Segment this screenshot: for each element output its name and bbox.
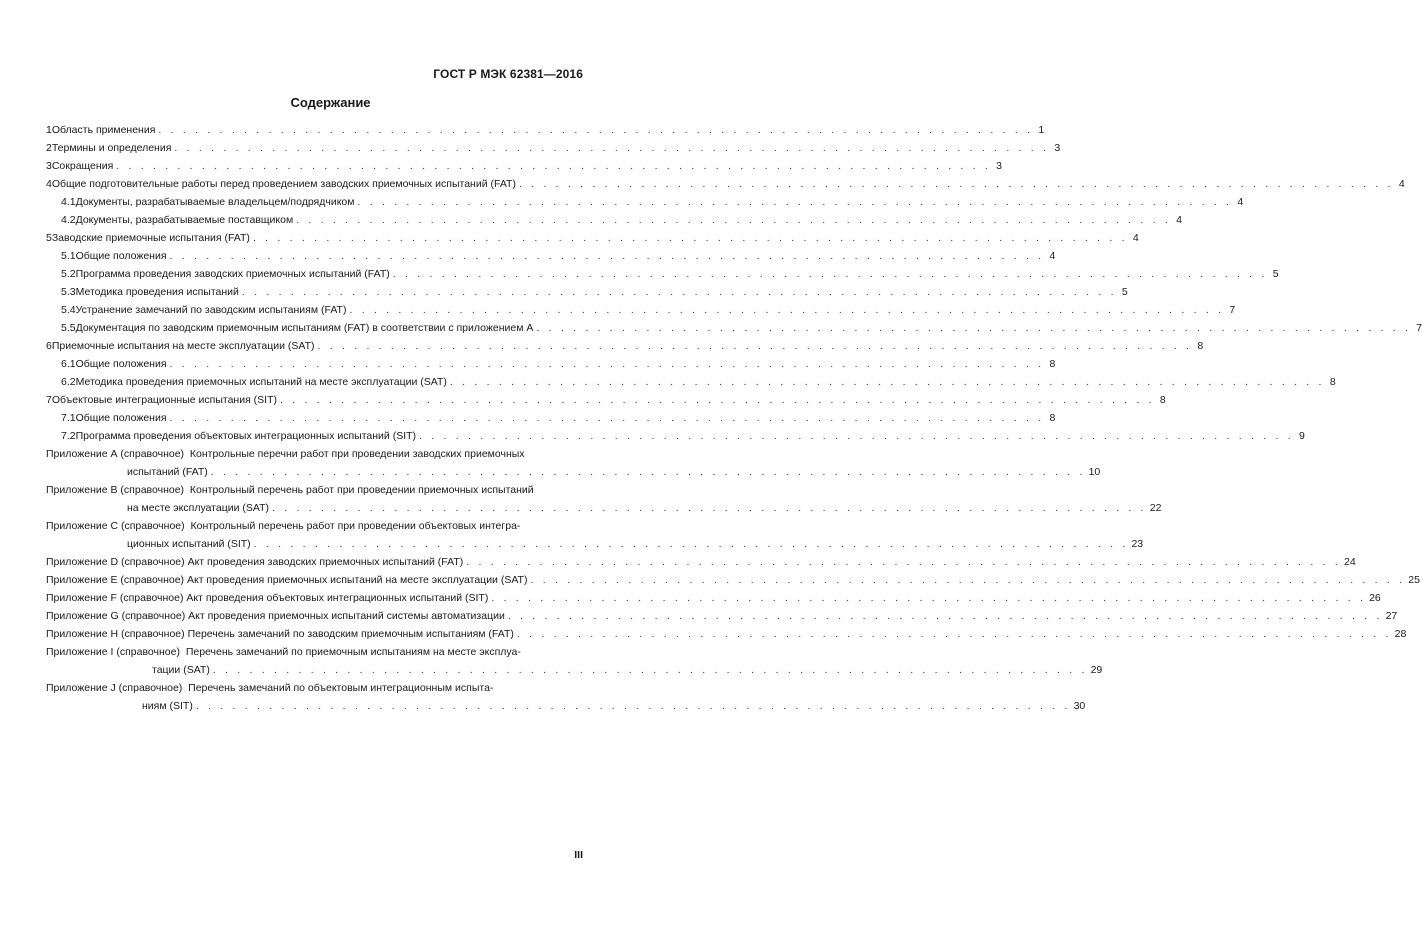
toc-appendix[interactable] <box>46 517 1144 553</box>
appendix-label: Приложение D (справочное) <box>46 556 185 568</box>
toc-page: 5 <box>1272 268 1279 280</box>
toc-number: 7.1 <box>61 412 76 424</box>
toc-leader: . . . . . . . . . . . . . . . . . . . . . . . . . . . . . . . . . . . . . . . . . . . . . . . . . . . . . . . . . . . . . . . . . . . . . . . . <box>210 466 1086 478</box>
toc-page: 22 <box>1149 502 1162 514</box>
toc-title: Документы, разрабатываемые владельцем/подрядчиком <box>75 196 355 208</box>
appendix-label: Приложение F (справочное) <box>46 592 184 604</box>
toc-page: 24 <box>1344 556 1356 568</box>
toc-number: 5.1 <box>61 250 76 262</box>
toc-leader: . . . . . . . . . . . . . . . . . . . . . . . . . . . . . . . . . . . . . . . . . . . . . . . . . . . . . . . . . . . . . . . . . . . . . . . . <box>272 502 1147 514</box>
toc-leader: . . . . . . . . . . . . . . . . . . . . . . . . . . . . . . . . . . . . . . . . . . . . . . . . . . . . . . . . . . . . . . . . . . . . . . . . <box>530 574 1406 586</box>
toc-title: Общие положения <box>75 250 167 262</box>
toc-item[interactable] <box>46 175 1405 193</box>
toc-appendix[interactable] <box>46 553 1356 571</box>
toc-page: 3 <box>1054 142 1061 154</box>
appendix-title-cont: ниям (SIT) <box>142 700 193 712</box>
toc-page: 8 <box>1197 340 1204 352</box>
toc-number: 4 <box>46 178 52 190</box>
appendix-title-cont: тации (SAT) <box>152 664 210 676</box>
toc-leader: . . . . . . . . . . . . . . . . . . . . . . . . . . . . . . . . . . . . . . . . . . . . . . . . . . . . . . . . . . . . . . . . . . . . . . . . <box>491 592 1367 604</box>
toc-leader: . . . . . . . . . . . . . . . . . . . . . . . . . . . . . . . . . . . . . . . . . . . . . . . . . . . . . . . . . . . . . . . . . . . . . . . . <box>449 376 1325 388</box>
toc-item[interactable] <box>46 373 1336 391</box>
toc-number: 5.4 <box>61 304 76 316</box>
appendix-label: Приложение G (справочное) <box>46 610 186 622</box>
toc-leader: . . . . . . . . . . . . . . . . . . . . . . . . . . . . . . . . . . . . . . . . . . . . . . . . . . . . . . . . . . . . . . . . . . . . . . . . <box>174 142 1050 154</box>
appendix-title: Акт проведения объектовых интеграционных испытаний (SIT) <box>186 592 489 604</box>
toc-title: Приемочные испытания на месте эксплуатации (SAT) <box>51 340 315 352</box>
toc-leader: . . . . . . . . . . . . . . . . . . . . . . . . . . . . . . . . . . . . . . . . . . . . . . . . . . . . . . . . . . . . . . . . . . . . . . . . <box>419 430 1294 442</box>
toc-page: 8 <box>1329 376 1336 388</box>
toc-number: 4.2 <box>61 214 76 226</box>
toc-page: 4 <box>1049 250 1056 262</box>
toc-leader: . . . . . . . . . . . . . . . . . . . . . . . . . . . . . . . . . . . . . . . . . . . . . . . . . . . . . . . . . . . . . . . . . . . . . . . . <box>169 358 1045 370</box>
toc-page: 26 <box>1369 592 1381 604</box>
toc-page: 4 <box>1237 196 1244 208</box>
toc-item[interactable] <box>46 427 1305 445</box>
toc-title: Термины и определения <box>51 142 172 154</box>
appendix-label: Приложение Е (справочное) <box>46 574 185 586</box>
toc-item[interactable] <box>46 355 1056 373</box>
appendix-label: Приложение С (справочное) <box>46 520 185 532</box>
toc-appendix[interactable] <box>46 481 1162 517</box>
toc-leader: . . . . . . . . . . . . . . . . . . . . . . . . . . . . . . . . . . . . . . . . . . . . . . . . . . . . . . . . . . . . . . . . . . . . . . . . <box>317 340 1193 352</box>
appendix-title: Перечень замечаний по объектовым интеграционным испыта- <box>188 682 494 694</box>
toc-item[interactable] <box>46 391 1166 409</box>
toc-number: 3 <box>46 160 52 172</box>
toc-page: 4 <box>1176 214 1182 226</box>
toc-page: 25 <box>1408 574 1420 586</box>
toc-number: 2 <box>46 142 52 154</box>
toc-number: 5.5 <box>61 322 76 334</box>
toc-appendix[interactable] <box>46 607 1398 625</box>
toc-item[interactable] <box>46 211 1182 229</box>
toc-leader: . . . . . . . . . . . . . . . . . . . . . . . . . . . . . . . . . . . . . . . . . . . . . . . . . . . . . . . . . . . . . . . . . . . . . . . . <box>466 556 1341 568</box>
toc-number: 1 <box>46 124 52 136</box>
toc-leader: . . . . . . . . . . . . . . . . . . . . . . . . . . . . . . . . . . . . . . . . . . . . . . . . . . . . . . . . . . . . . . . . . . . . . . . . <box>253 538 1129 550</box>
toc-leader: . . . . . . . . . . . . . . . . . . . . . . . . . . . . . . . . . . . . . . . . . . . . . . . . . . . . . . . . . . . . . . . . . . . . . . . . <box>518 178 1394 190</box>
toc-page: 28 <box>1394 628 1407 640</box>
table-of-contents <box>46 121 1422 715</box>
toc-leader: . . . . . . . . . . . . . . . . . . . . . . . . . . . . . . . . . . . . . . . . . . . . . . . . . . . . . . . . . . . . . . . . . . . . . . . . <box>536 322 1412 334</box>
toc-item[interactable] <box>46 319 1422 337</box>
toc-item[interactable] <box>46 409 1056 427</box>
toc-page: 8 <box>1159 394 1166 406</box>
toc-title: Область применения <box>51 124 156 136</box>
toc-leader: . . . . . . . . . . . . . . . . . . . . . . . . . . . . . . . . . . . . . . . . . . . . . . . . . . . . . . . . . . . . . . . . . . . . . . . . <box>212 664 1088 676</box>
toc-number: 6 <box>46 340 52 352</box>
toc-leader: . . . . . . . . . . . . . . . . . . . . . . . . . . . . . . . . . . . . . . . . . . . . . . . . . . . . . . . . . . . . . . . . . . . . . . . . <box>116 160 992 172</box>
toc-page: 1 <box>1038 124 1045 136</box>
toc-item[interactable] <box>46 229 1139 247</box>
toc-title: Методика проведения приемочных испытаний на месте эксплуатации (SAT) <box>75 376 447 388</box>
toc-page: 3 <box>996 160 1003 172</box>
toc-leader: . . . . . . . . . . . . . . . . . . . . . . . . . . . . . . . . . . . . . . . . . . . . . . . . . . . . . . . . . . . . . . . . . . . . . . . . <box>357 196 1233 208</box>
toc-number: 6.1 <box>61 358 76 370</box>
toc-item[interactable] <box>46 139 1061 157</box>
toc-item[interactable] <box>46 301 1236 319</box>
toc-appendix[interactable] <box>46 679 1086 715</box>
appendix-label: Приложение I (справочное) <box>46 646 180 658</box>
toc-page: 7 <box>1416 322 1422 334</box>
toc-page: 27 <box>1385 610 1398 622</box>
toc-appendix[interactable] <box>46 445 1101 481</box>
toc-page: 30 <box>1073 700 1086 712</box>
toc-appendix[interactable] <box>46 589 1381 607</box>
toc-title: Программа проведения заводских приемочных испытаний (FAT) <box>75 268 390 280</box>
toc-page: 9 <box>1298 430 1305 442</box>
appendix-title: Перечень замечаний по заводским приемочным испытаниям (FAT) <box>187 628 514 640</box>
toc-title: Общие положения <box>75 358 167 370</box>
appendix-label: Приложение Н (справочное) <box>46 628 185 640</box>
toc-page: 10 <box>1088 466 1101 478</box>
toc-leader: . . . . . . . . . . . . . . . . . . . . . . . . . . . . . . . . . . . . . . . . . . . . . . . . . . . . . . . . . . . . . . . . . . . . . . . . <box>169 250 1045 262</box>
appendix-title-cont: на месте эксплуатации (SAT) <box>127 502 270 514</box>
toc-title: Общие подготовительные работы перед проведением заводских приемочных испытаний (FAT) <box>51 178 516 190</box>
appendix-title-cont: испытаний (FAT) <box>127 466 208 478</box>
toc-appendix[interactable] <box>46 643 1103 679</box>
toc-number: 7.2 <box>61 430 76 442</box>
toc-page: 8 <box>1049 358 1056 370</box>
toc-title: Устранение замечаний по заводским испытаниям (FAT) <box>75 304 347 316</box>
toc-item[interactable] <box>46 157 1003 175</box>
toc-page: 5 <box>1121 286 1128 298</box>
toc-title: Сокращения <box>51 160 114 172</box>
standard-designation: ГОСТ Р МЭК 62381—2016 <box>433 67 583 81</box>
appendix-title: Контрольные перечни работ при проведении заводских приемочных <box>189 448 525 460</box>
toc-title: Методика проведения испытаний <box>75 286 239 298</box>
toc-leader: . . . . . . . . . . . . . . . . . . . . . . . . . . . . . . . . . . . . . . . . . . . . . . . . . . . . . . . . . . . . . . . . . . . . . . . . <box>296 214 1171 226</box>
toc-leader: . . . . . . . . . . . . . . . . . . . . . . . . . . . . . . . . . . . . . . . . . . . . . . . . . . . . . . . . . . . . . . . . . . . . . . . . <box>169 412 1045 424</box>
appendix-label: Приложение А (справочное) <box>46 448 185 460</box>
toc-leader: . . . . . . . . . . . . . . . . . . . . . . . . . . . . . . . . . . . . . . . . . . . . . . . . . . . . . . . . . . . . . . . . . . . . . . . . <box>241 286 1117 298</box>
toc-title: Программа проведения объектовых интеграционных испытаний (SIT) <box>75 430 417 442</box>
appendix-title: Контрольный перечень работ при проведении приемочных испытаний <box>189 484 534 496</box>
appendix-label: Приложение J (справочное) <box>46 682 183 694</box>
toc-title: Документация по заводским приемочным испытаниям (FAT) в соответствии с приложением А <box>75 322 534 334</box>
page-title: Содержание <box>290 95 371 110</box>
toc-item[interactable] <box>46 265 1279 283</box>
toc-appendix[interactable] <box>46 625 1407 643</box>
toc-leader: . . . . . . . . . . . . . . . . . . . . . . . . . . . . . . . . . . . . . . . . . . . . . . . . . . . . . . . . . . . . . . . . . . . . . . . . <box>195 700 1071 712</box>
toc-leader: . . . . . . . . . . . . . . . . . . . . . . . . . . . . . . . . . . . . . . . . . . . . . . . . . . . . . . . . . . . . . . . . . . . . . . . . <box>280 394 1155 406</box>
toc-leader: . . . . . . . . . . . . . . . . . . . . . . . . . . . . . . . . . . . . . . . . . . . . . . . . . . . . . . . . . . . . . . . . . . . . . . . . <box>507 610 1383 622</box>
appendix-title: Контрольный перечень работ при проведении объектовых интегра- <box>190 520 521 532</box>
appendix-title: Перечень замечаний по приемочным испытаниям на месте эксплуа- <box>185 646 521 658</box>
page-number: III <box>574 849 583 861</box>
toc-number: 5.3 <box>61 286 76 298</box>
toc-number: 5 <box>46 232 52 244</box>
appendix-title: Акт проведения приемочных испытаний на месте эксплуатации (SAT) <box>186 574 528 586</box>
toc-page: 4 <box>1398 178 1405 190</box>
toc-number: 5.2 <box>61 268 76 280</box>
toc-leader: . . . . . . . . . . . . . . . . . . . . . . . . . . . . . . . . . . . . . . . . . . . . . . . . . . . . . . . . . . . . . . . . . . . . . . . . <box>516 628 1392 640</box>
toc-page: 23 <box>1131 538 1144 550</box>
appendix-title-cont: ционных испытаний (SIT) <box>127 538 251 550</box>
toc-item[interactable] <box>46 247 1056 265</box>
toc-leader: . . . . . . . . . . . . . . . . . . . . . . . . . . . . . . . . . . . . . . . . . . . . . . . . . . . . . . . . . . . . . . . . . . . . . . . . <box>392 268 1268 280</box>
appendix-label: Приложение В (справочное) <box>46 484 185 496</box>
toc-page: 4 <box>1132 232 1139 244</box>
toc-item[interactable] <box>46 121 1045 139</box>
toc-appendix[interactable] <box>46 571 1420 589</box>
toc-number: 7 <box>46 394 52 406</box>
toc-item[interactable] <box>46 283 1128 301</box>
appendix-title: Акт проведения приемочных испытаний системы автоматизации <box>188 610 505 622</box>
toc-number: 6.2 <box>61 376 76 388</box>
toc-page: 29 <box>1090 664 1103 676</box>
toc-item[interactable] <box>46 193 1244 211</box>
appendix-title: Акт проведения заводских приемочных испытаний (FAT) <box>187 556 464 568</box>
toc-title: Документы, разрабатываемые поставщиком <box>75 214 294 226</box>
toc-item[interactable] <box>46 337 1204 355</box>
toc-title: Общие положения <box>75 412 167 424</box>
toc-title: Объектовые интеграционные испытания (SIT) <box>51 394 277 406</box>
toc-leader: . . . . . . . . . . . . . . . . . . . . . . . . . . . . . . . . . . . . . . . . . . . . . . . . . . . . . . . . . . . . . . . . . . . . . . . . <box>252 232 1128 244</box>
toc-leader: . . . . . . . . . . . . . . . . . . . . . . . . . . . . . . . . . . . . . . . . . . . . . . . . . . . . . . . . . . . . . . . . . . . . . . . . <box>349 304 1225 316</box>
toc-leader: . . . . . . . . . . . . . . . . . . . . . . . . . . . . . . . . . . . . . . . . . . . . . . . . . . . . . . . . . . . . . . . . . . . . . . . . <box>158 124 1034 136</box>
toc-number: 4.1 <box>61 196 76 208</box>
toc-page: 8 <box>1049 412 1056 424</box>
toc-title: Заводские приемочные испытания (FAT) <box>51 232 250 244</box>
toc-page: 7 <box>1229 304 1236 316</box>
